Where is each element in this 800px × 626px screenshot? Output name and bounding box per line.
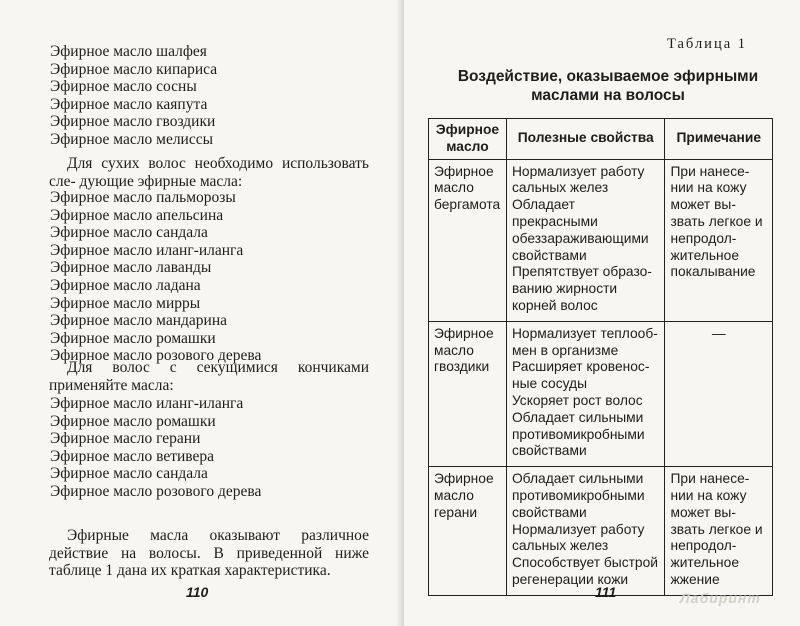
list-item: Эфирное масло лаванды <box>50 259 212 277</box>
list-item: Эфирное масло сандала <box>50 465 208 483</box>
oil-list-split-ends <box>50 395 261 501</box>
list-item: Эфирное масло шалфея <box>50 43 207 60</box>
column-header: Примечание <box>665 119 773 160</box>
list-item: Эфирное масло мелиссы <box>50 130 214 148</box>
paragraph-summary <box>49 527 369 580</box>
list-item: Эфирное масло иланг-иланга <box>50 395 244 412</box>
property-item: Обладает сильными противомикробными свойствами <box>511 409 645 459</box>
paragraph-text: Эфирные масла оказывают различное действие на волосы. В приведенной ниже таблице 1 дана их краткая характеристика. <box>49 527 369 580</box>
column-header: Полезные свойства <box>506 119 665 160</box>
list-item: Эфирное масло розового дерева <box>50 347 262 365</box>
page-number: 110 <box>186 584 209 600</box>
table-row <box>429 321 773 466</box>
list-item: Эфирное масло сосны <box>50 78 197 96</box>
paragraph-split-ends <box>49 359 369 394</box>
note-cell <box>665 321 773 466</box>
property-item: Нормализует работу сальных желез <box>511 163 645 196</box>
list-item: Эфирное масло пальморозы <box>50 189 236 206</box>
publisher-watermark: Лабиринт <box>680 590 761 606</box>
list-item: Эфирное масло иланг-иланга <box>50 241 244 259</box>
oil-name-cell: Эфирное масло герани <box>429 467 507 596</box>
property-item: Обладает прекрасными обеззараживающими свойствами <box>511 197 649 263</box>
list-item: Эфирное масло мирры <box>50 294 201 312</box>
table-label: Таблица 1 <box>667 36 748 52</box>
list-item: Эфирное масло ветивера <box>50 447 215 465</box>
column-header: Эфирное масло <box>429 119 507 160</box>
list-item: Эфирное масло герани <box>50 430 201 448</box>
list-item: Эфирное масло ладана <box>50 276 201 294</box>
properties-cell <box>506 467 665 596</box>
note-cell: При нанесе- нии на кожу может вы- звать легкое и непродол- жительное покалывание <box>665 159 773 321</box>
page-number: 111 <box>595 584 617 600</box>
paragraph-text: Для сухих волос необходимо использовать сле- дующие эфирные масла: <box>49 155 369 190</box>
list-item: Эфирное масло мандарина <box>50 312 227 330</box>
property-item: Нормализует работу сальных желез <box>511 521 645 554</box>
property-item: Способствует быстрой регенерации кожи <box>511 555 658 587</box>
list-item: Эфирное масло ромашки <box>50 329 216 347</box>
oil-name-cell: Эфирное масло бергамота <box>429 159 507 321</box>
note-dash: — <box>711 325 726 341</box>
list-item: Эфирное масло розового дерева <box>50 482 262 500</box>
note-cell: При нанесе- нии на кожу может вы- звать легкое и непродол- жительное жжение <box>665 467 773 596</box>
table-row <box>429 467 773 596</box>
table-header-row <box>429 119 773 160</box>
property-item: Обладает сильными противомикробными свойствами <box>511 471 645 520</box>
list-item: Эфирное масло гвоздики <box>50 113 216 131</box>
list-item: Эфирное масло апельсина <box>50 206 224 224</box>
oil-list-intro <box>50 43 217 149</box>
oil-list-dry-hair <box>50 189 261 365</box>
table-title: Воздействие, оказываемое эфирными маслами на волосы <box>457 68 759 104</box>
properties-cell <box>506 159 665 321</box>
paragraph-text: Для волос с секущимися кончиками применяйте масла: <box>49 359 369 394</box>
list-item: Эфирное масло сандала <box>50 224 208 242</box>
paragraph-dry-hair <box>49 155 369 190</box>
properties-cell <box>506 321 665 466</box>
table-row <box>429 159 773 321</box>
list-item: Эфирное масло ромашки <box>50 412 216 430</box>
property-item: Препятствует образо- ванию жирности корней волос <box>511 264 652 313</box>
list-item: Эфирное масло кипариса <box>50 60 218 78</box>
property-item: Нормализует теплооб- мен в организме <box>511 325 658 358</box>
list-item: Эфирное масло каяпута <box>50 95 208 113</box>
property-item: Ускоряет рост волос <box>511 392 643 408</box>
property-item: Расширяет кровенос- ные сосуды <box>511 359 650 392</box>
oil-name-cell: Эфирное масло гвоздики <box>429 321 507 466</box>
essential-oils-table <box>428 118 773 596</box>
